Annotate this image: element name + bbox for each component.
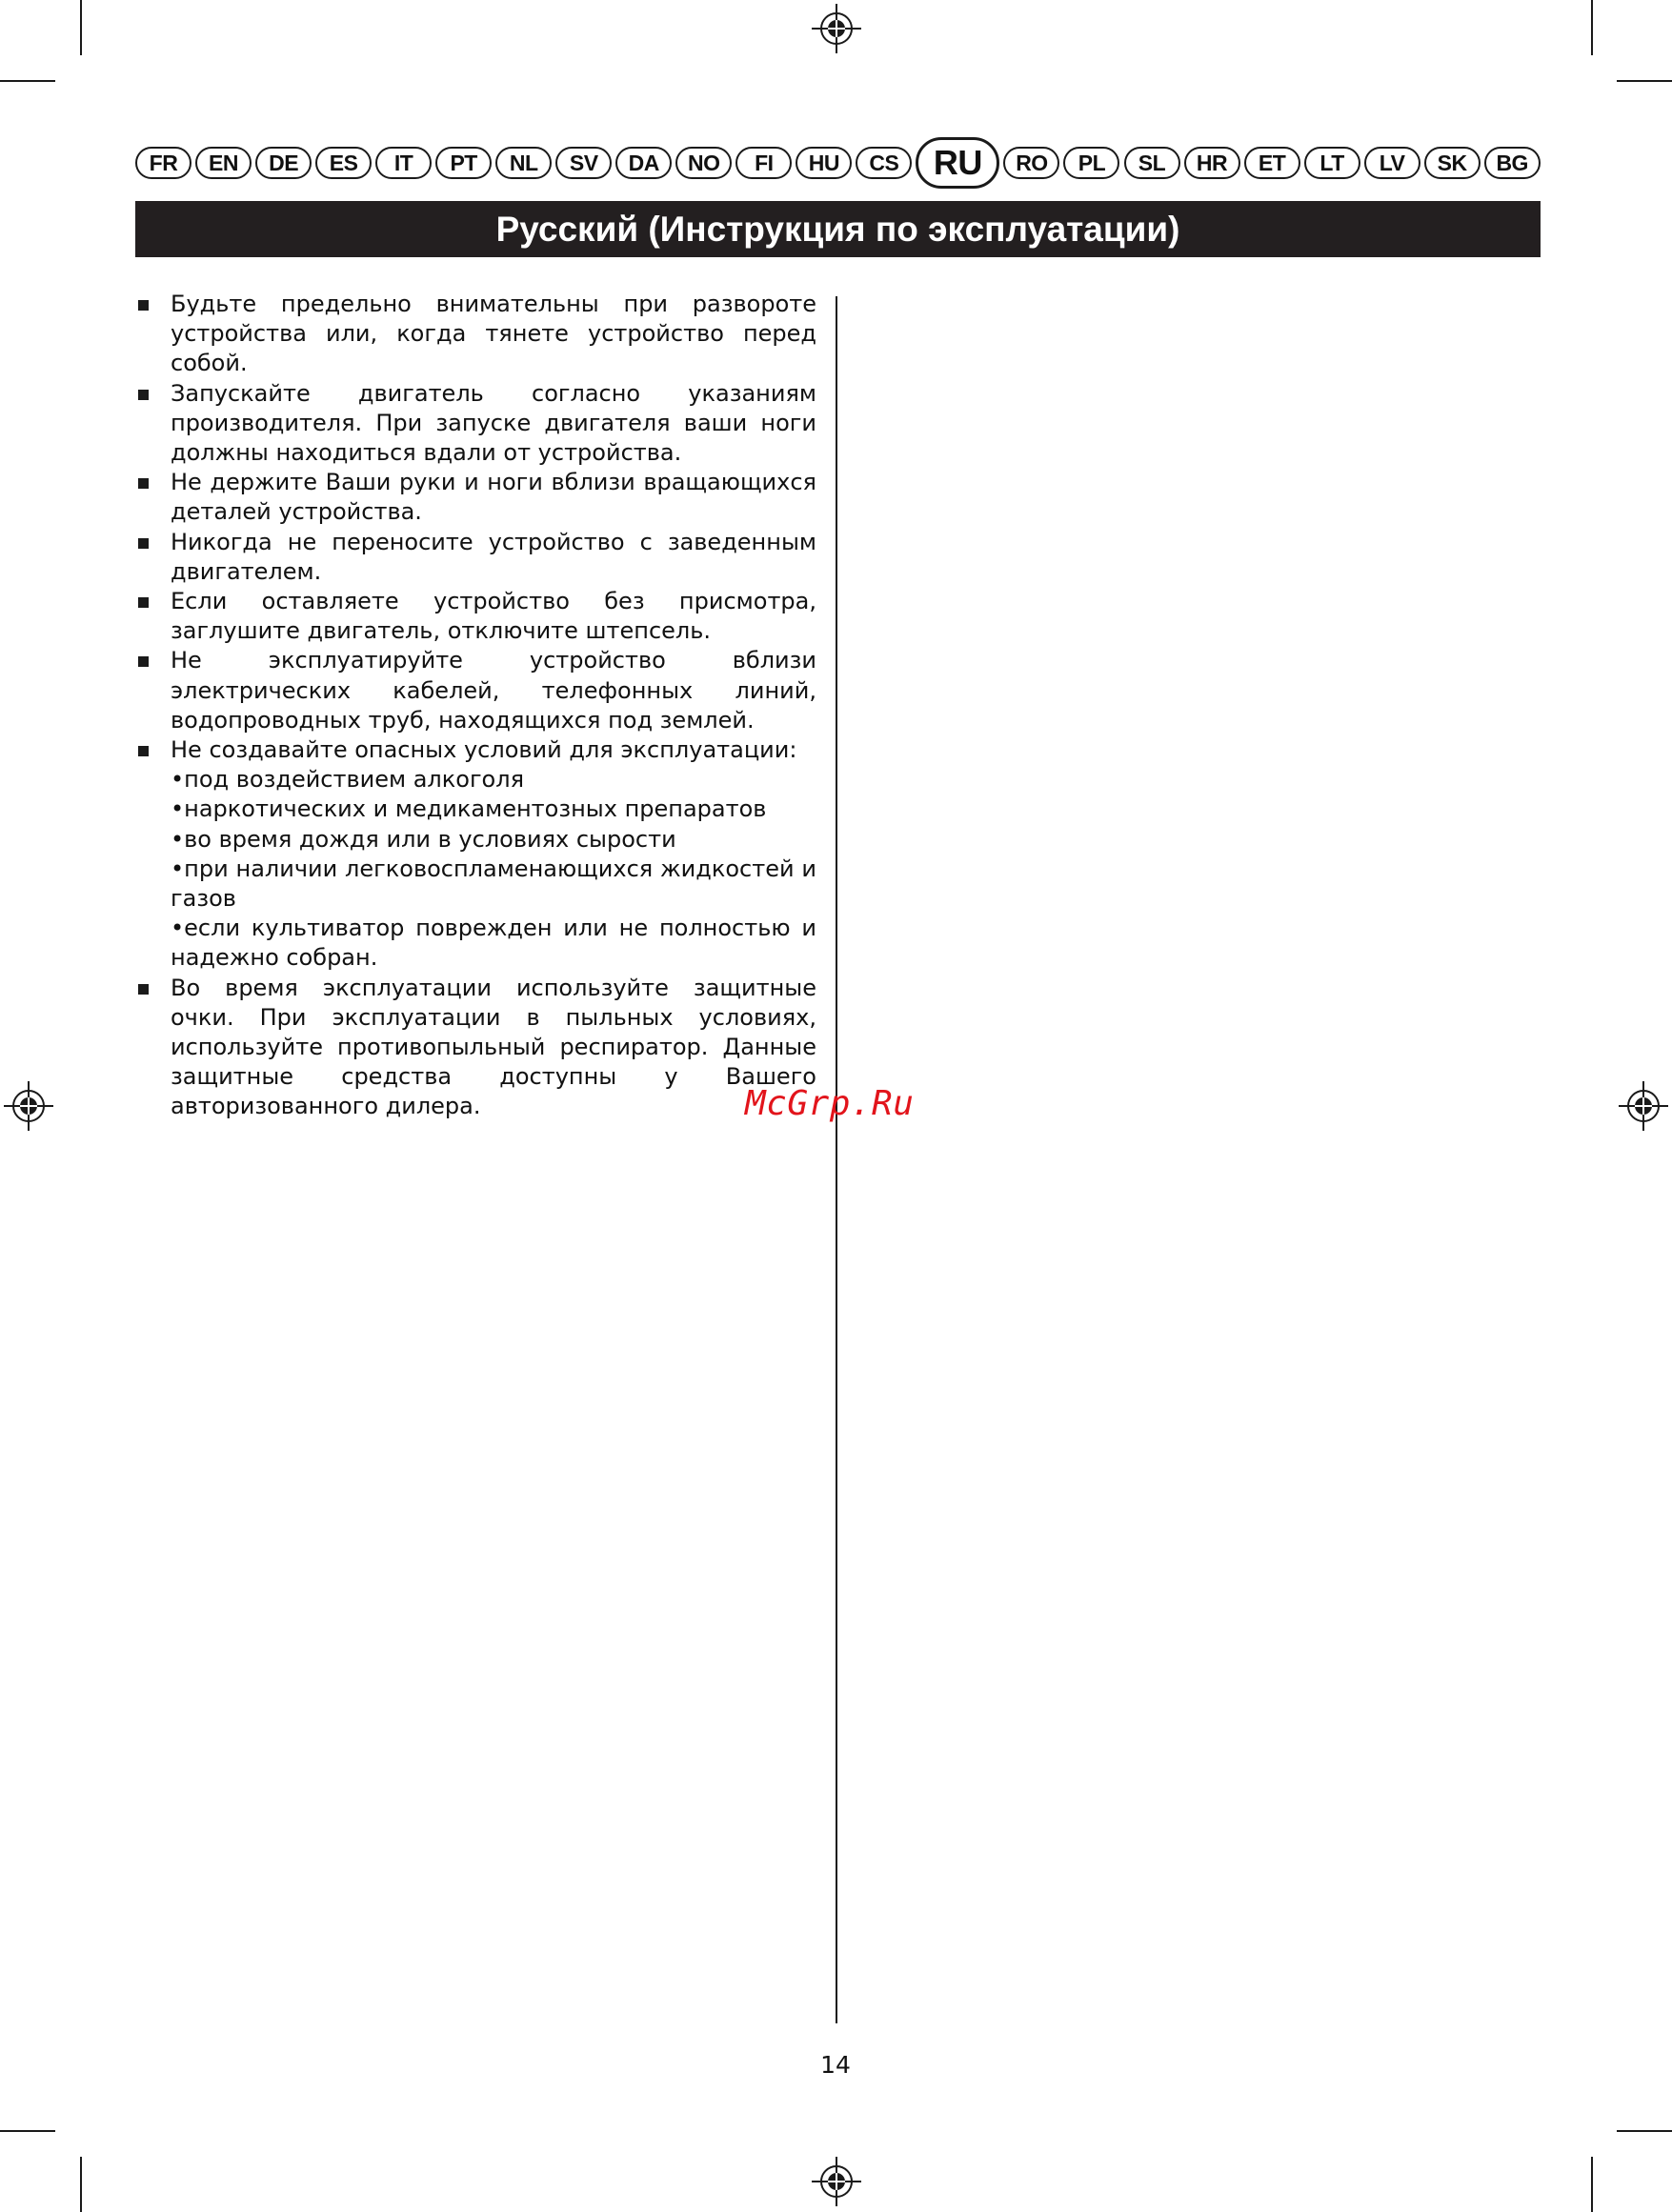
crop-mark	[0, 2130, 55, 2132]
bullet-square-icon	[138, 656, 149, 667]
list-item: Не создавайте опасных условий для эксплуатации: •под воздействием алкоголя •наркотических и медикаментозных препаратов •во время дождя или в условиях сырости •при наличии легковоспламенающихся жидкостей и газов •если культиватор поврежден или не полностью и надежно собран.	[135, 735, 816, 974]
language-tab-ru[interactable]: RU	[916, 137, 999, 189]
crop-mark	[1591, 0, 1593, 55]
language-tab-sl[interactable]: SL	[1124, 147, 1180, 179]
language-tab-pt[interactable]: PT	[435, 147, 492, 179]
language-tab-es[interactable]: ES	[315, 147, 372, 179]
registration-mark-icon	[1619, 1081, 1668, 1131]
registration-mark-icon	[4, 1081, 53, 1131]
registration-mark-icon	[812, 4, 861, 53]
registration-mark-icon	[812, 2157, 861, 2206]
list-item: Не эксплуатируйте устройство вблизи электрических кабелей, телефонных линий, водопроводных труб, находящихся под землей.	[135, 646, 816, 735]
crop-mark	[0, 80, 55, 82]
watermark: McGrp.Ru	[745, 1084, 915, 1123]
language-tab-bg[interactable]: BG	[1484, 147, 1541, 179]
sub-list-item: •во время дождя или в условиях сырости	[171, 825, 676, 853]
language-tab-cs[interactable]: CS	[856, 147, 912, 179]
language-tab-sk[interactable]: SK	[1424, 147, 1481, 179]
bullet-square-icon	[138, 597, 149, 608]
sub-list-item: •при наличии легковоспламенающихся жидкостей и газов	[171, 855, 816, 913]
list-item: Никогда не переносите устройство с заведенным двигателем.	[135, 528, 816, 587]
list-item: Во время эксплуатации используйте защитные очки. При эксплуатации в пыльных условиях, используйте противопыльный респиратор. Данные защитные средства доступны у Вашего авторизованного дилера.	[135, 974, 816, 1122]
language-tab-fr[interactable]: FR	[135, 147, 191, 179]
language-tab-en[interactable]: EN	[195, 147, 252, 179]
bullet-square-icon	[138, 984, 149, 995]
language-tab-hr[interactable]: HR	[1184, 147, 1240, 179]
language-tab-pl[interactable]: PL	[1063, 147, 1119, 179]
bullet-square-icon	[138, 538, 149, 549]
sub-list-item: •под воздействием алкоголя	[171, 766, 525, 794]
bullet-square-icon	[138, 300, 149, 311]
bullet-square-icon	[138, 390, 149, 400]
crop-mark	[1591, 2157, 1593, 2212]
crop-mark	[1617, 2130, 1672, 2132]
language-tab-et[interactable]: ET	[1244, 147, 1300, 179]
crop-mark	[80, 2157, 82, 2212]
language-tab-no[interactable]: NO	[675, 147, 732, 179]
bullet-square-icon	[138, 746, 149, 756]
list-item: Запускайте двигатель согласно указаниям производителя. При запуске двигателя ваши ноги должны находиться вдали от устройства.	[135, 379, 816, 469]
sub-list-item: •если культиватор поврежден или не полностью и надежно собран.	[171, 915, 816, 972]
language-selector	[135, 137, 1541, 189]
language-tab-sv[interactable]: SV	[555, 147, 612, 179]
language-tab-fi[interactable]: FI	[735, 147, 792, 179]
language-tab-da[interactable]: DA	[615, 147, 672, 179]
page-number: 14	[820, 2051, 851, 2079]
page-title: Русский (Инструкция по эксплуатации)	[495, 209, 1180, 249]
language-tab-it[interactable]: IT	[375, 147, 432, 179]
list-item: Не держите Ваши руки и ноги вблизи вращающихся деталей устройства.	[135, 468, 816, 527]
bullet-square-icon	[138, 478, 149, 489]
language-tab-de[interactable]: DE	[255, 147, 312, 179]
list-item: Будьте предельно внимательны при развороте устройства или, когда тянете устройство перед собой.	[135, 290, 816, 379]
list-item: Если оставляете устройство без присмотра, заглушите двигатель, отключите штепсель.	[135, 587, 816, 646]
sub-list-item: •наркотических и медикаментозных препаратов	[171, 795, 767, 823]
page-title-bar	[135, 201, 1541, 257]
column-divider	[836, 296, 837, 2023]
safety-instructions-list	[135, 290, 816, 1122]
language-tab-hu[interactable]: HU	[796, 147, 852, 179]
language-tab-lv[interactable]: LV	[1364, 147, 1420, 179]
language-tab-lt[interactable]: LT	[1304, 147, 1360, 179]
language-tab-ro[interactable]: RO	[1003, 147, 1059, 179]
crop-mark	[80, 0, 82, 55]
crop-mark	[1617, 80, 1672, 82]
language-tab-nl[interactable]: NL	[495, 147, 552, 179]
